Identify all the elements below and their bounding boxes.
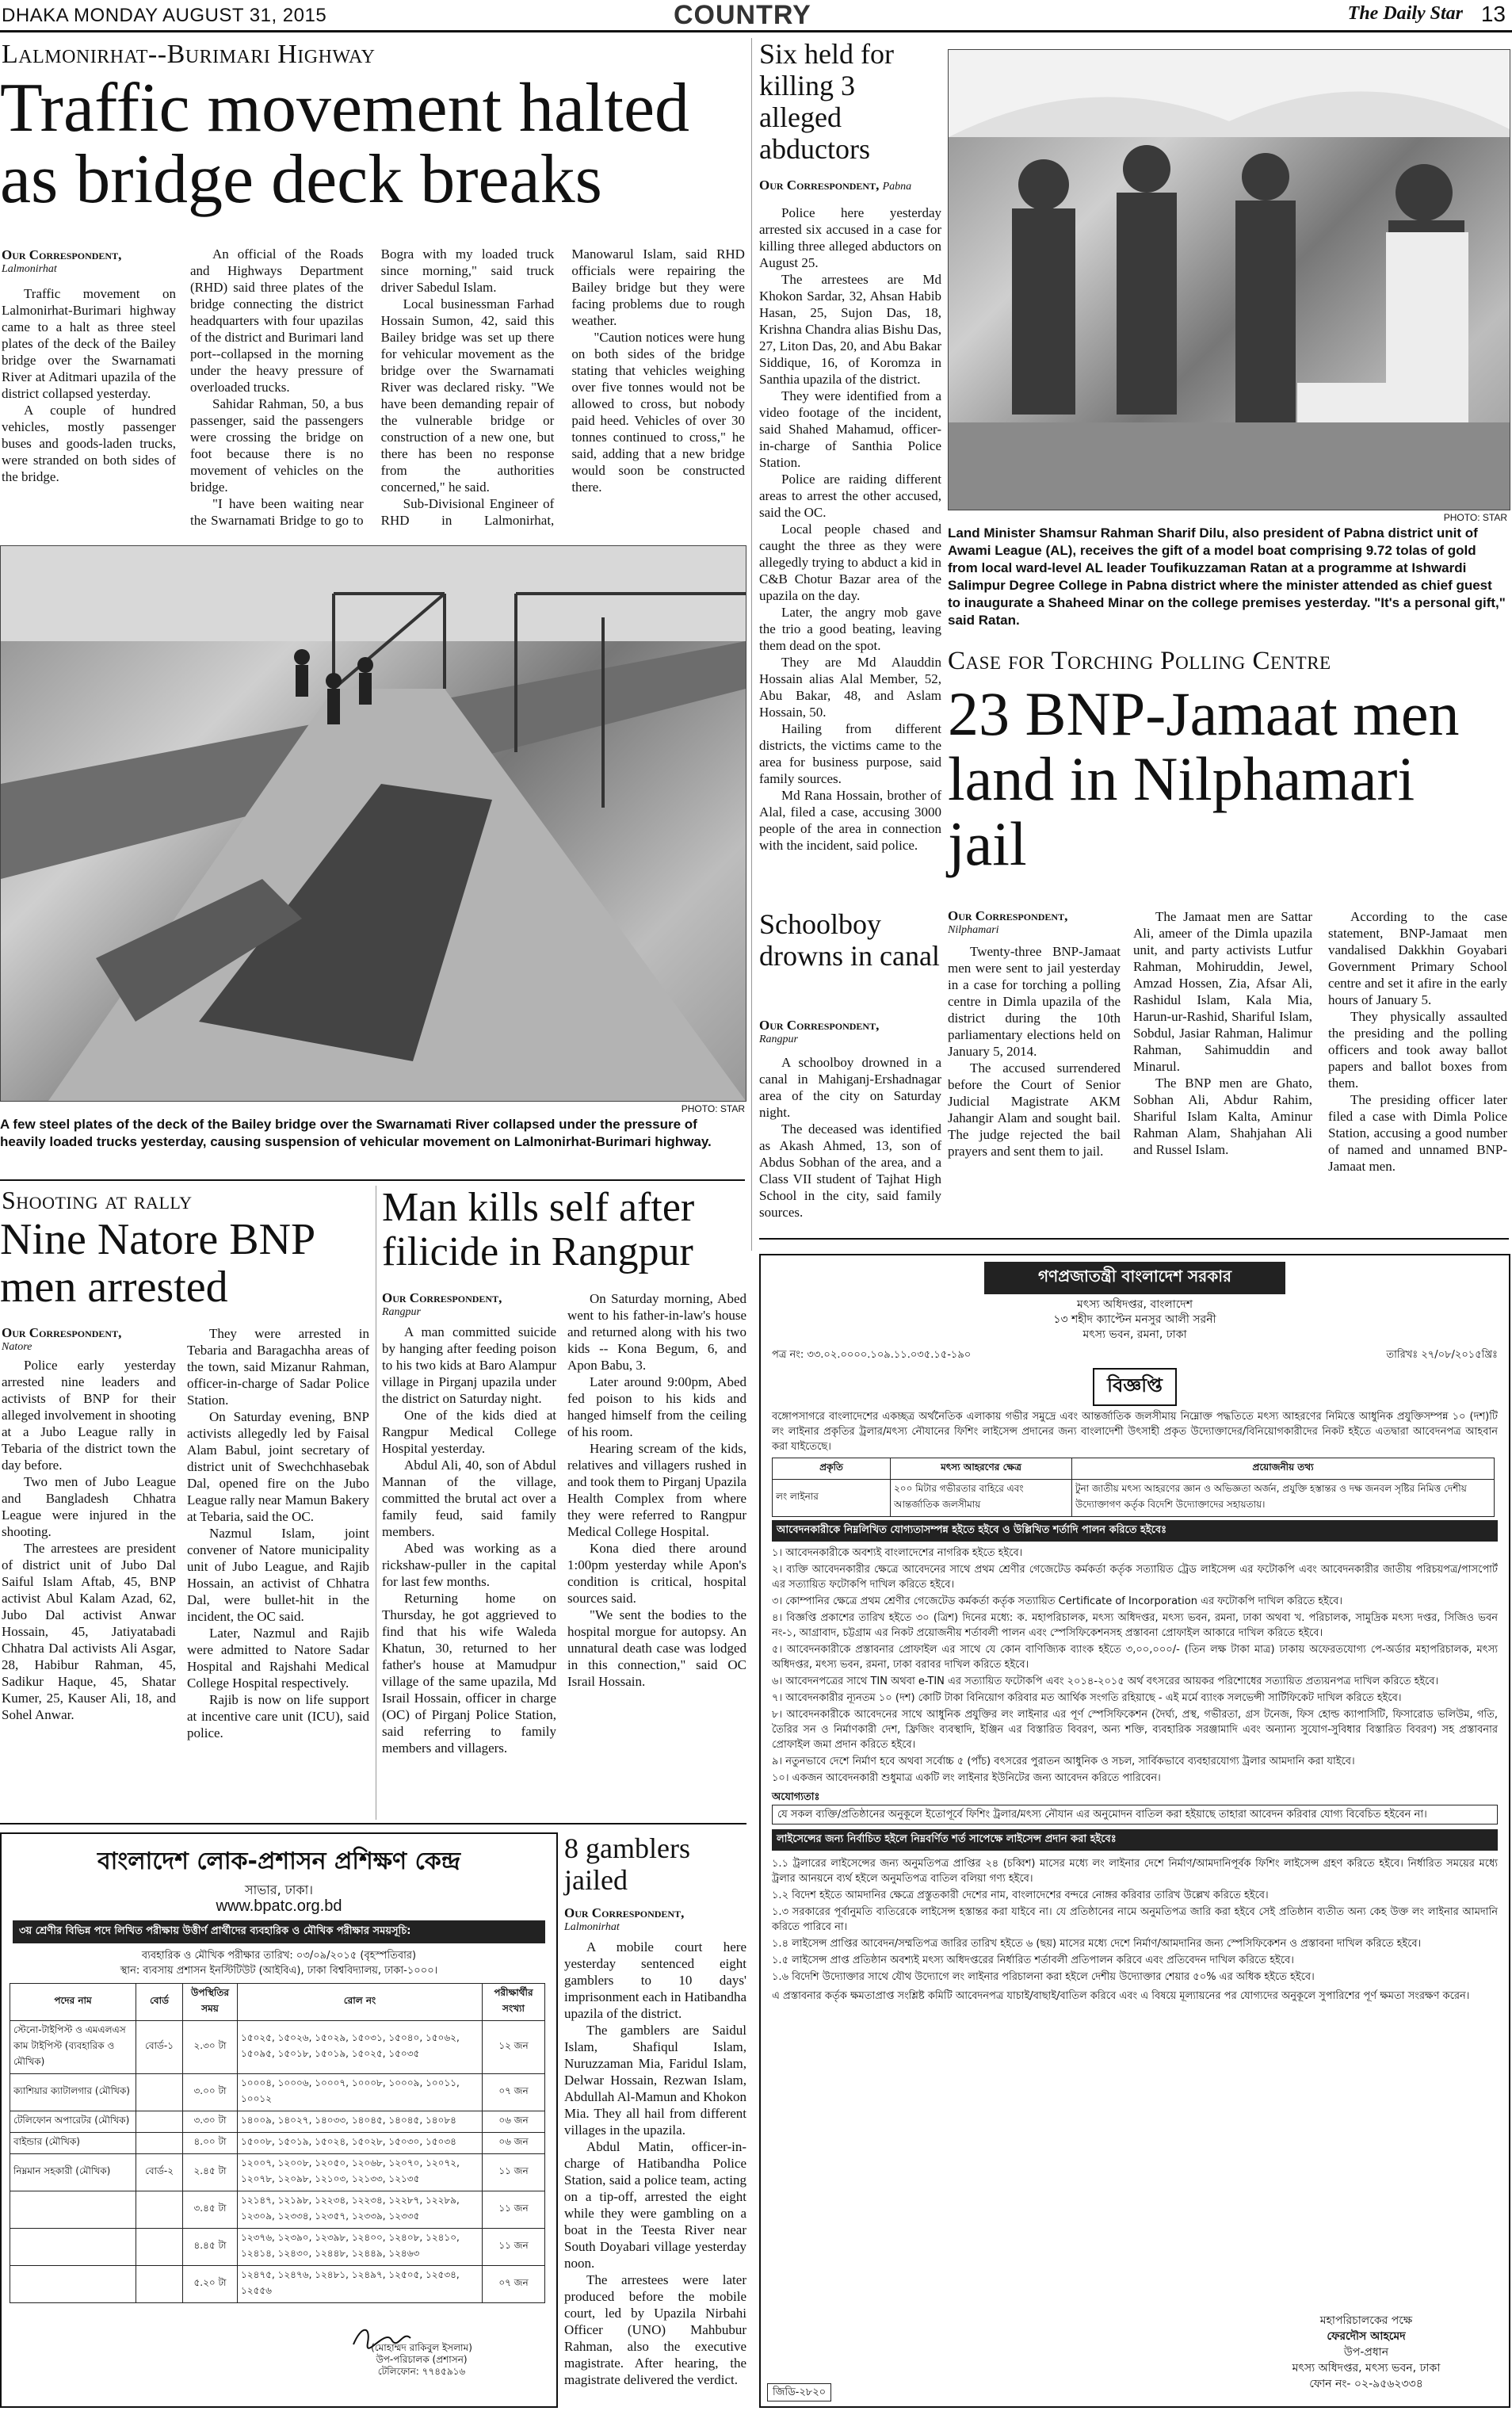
fisheries-section1: আবেদনকারীকে নিম্নলিখিত যোগ্যতাসম্পন্ন হইতে হইবে ও উল্লিখিত শর্তাদি পালন করিতে হইবেঃ <box>772 1520 1498 1542</box>
story3-headline: 23 BNP-Jamaat men land in Nilphamari jail <box>948 679 1460 878</box>
bpatc-cell-board: বোর্ড-২ <box>136 2154 183 2191</box>
story5-col1 <box>2 1357 176 1817</box>
fisheries-sign-addr: মৎস্য অধিদপ্তর, মৎস্য ভবন, ঢাকা <box>1292 2362 1441 2375</box>
story6-p2: One of the kids died at Rangpur Medical College Hospital yesterday. <box>382 1408 556 1456</box>
story2-p6: Later, the angry mob gave the trio a good beating, leaving them dead on the spot. <box>759 605 941 653</box>
fisheries-condition: ১.১ ট্রলারের লাইসেন্সের জন্য অনুমতিপত্র প্রাপ্তির ২৪ (চব্বিশ) মাসের মধ্যে লং লাইনার দেশে নির্মাণ/আমদানিপূর্বক ফিশিং লাইসেন্স গ্রহণ করিতে হইবে। নির্ধারিত সময়ের মধ্যে ট্রলার আনয়নে ব্যর্থ হইলে অনুমতিপত্র বাতিল বলিয়া গণ্য হইবে। <box>772 1858 1498 1885</box>
bpatc-cell-time: ৪.৪৫ টা <box>183 2229 238 2266</box>
fisheries-title-wrap <box>761 1368 1509 1406</box>
fisheries-govt: গণপ্রজাতন্ত্রী বাংলাদেশ সরকার <box>984 1262 1285 1294</box>
fisheries-closing: এ প্রস্তাবনার কর্তৃক ক্ষমতাপ্রাপ্ত সংশ্লিষ্ট কমিটি আবেদনপত্র যাচাই/বাছাই/বাতিল করিবে এবং এ বিষয়ে মূল্যায়নের পর যোগ্যদের অনুকূলে সুপারিশের পূর্ণ ক্ষমতা সংরক্ষণ করেন। <box>772 1990 1470 2002</box>
bpatc-cell-post: ক্যাশিয়ার ক্যাটালগার (মৌখিক) <box>10 2074 136 2111</box>
story3-cols <box>1133 908 1507 1233</box>
minister-photo-art <box>949 50 1510 510</box>
story1-p3: An official of the Roads and Highways Department (RHD) said three plates of the bridge connecting the district headquarters with four upazilas of the district and Burimari land port--collapsed in the morning under the heavy pressure of overloaded trucks. <box>190 246 364 395</box>
story3-p1: Twenty-three BNP-Jamaat men were sent to jail yesterday in a case for torching a polling centre in Dimla upazila of the district during the 10th parliamentary elections held on January 5, 2014. <box>948 944 1121 1059</box>
bpatc-table-row <box>10 2133 545 2154</box>
fisheries-cell2: ২০০ মিটার গভীরতার বাহিরে এবং আন্তর্জাতিক জলসীমায় <box>891 1480 1072 1517</box>
story4-p1: A schoolboy drowned in a canal in Mahiganj-Ershadnagar area of the city on Saturday night. <box>759 1055 941 1120</box>
fisheries-item: ৮। আবেদনকারীকে আবেদনের সাথে আধুনিক প্রযুক্তির লং লাইনার এর পূর্ণ স্পেসিফিকেশন (দৈর্ঘ্য, প্রস্থ, গভীরতা, গ্রস টনেজ, ফিস হোল্ড ক্যাপাসিটি, ফিসারোড ভলিউম, গতি, তৈরির সন ও নির্মাণকারী দেশ, ফ্রিজিং ব্যবস্থাদি, ইঞ্জিন এর বিস্তারিত বিবরণ, অন্য শক্তি, ব্যবহারিক সরঞ্জামাদি এবং অন্যান্য সুযোগ-সুবিধার বিস্তারিত বিবরণ) সহ প্রস্তাবনার প্রোফাইল জমা প্রদান করিতে হইবে। <box>772 1709 1498 1751</box>
fisheries-condition: ১.৬ বিদেশি উদ্যোক্তার সাথে যৌথ উদ্যোগে লং লাইনার পরিচালনা করা হইলে দেশীয় উদ্যোক্তার শেয়ার ৫০% এর অধিক হইতে হইবে। <box>772 1971 1315 1983</box>
story5-headline: Nine Natore BNP men arrested <box>0 1215 315 1312</box>
story6-p9: Kona died there around 1:00pm yesterday while Apon's condition is critical, hospital sources said. <box>567 1541 746 1606</box>
story4-body <box>759 1054 941 1236</box>
story6-col1 <box>382 1324 556 1815</box>
story1-p1: Traffic movement on Lalmonirhat-Burimari highway came to a halt as three steel plates of the deck of the Bailey bridge over the Swarnamati River at Aditmari upazila of the district collapsed yesterday. <box>2 286 176 401</box>
section-title: COUNTRY <box>674 0 811 30</box>
bpatc-cell-board <box>136 2191 183 2229</box>
fisheries-memo: পত্র নং: ৩৩.০২.০০০০.১০৯.১১.০৩৫.১৫-১৯০ <box>772 1349 972 1361</box>
story2-p4: Police are raiding different areas to arrest the other accused, said the OC. <box>759 472 941 520</box>
story5-p7: Later, Nazmul and Rajib were admitted to Natore Sadar Hospital and Rajshahi Medical College Hospital respectively. <box>187 1626 369 1691</box>
fisheries-sign-block <box>1247 2313 1485 2392</box>
fisheries-col3: প্রয়োজনীয় তথ্য <box>1072 1458 1495 1480</box>
bpatc-cell-count: ১১ জন <box>483 2154 545 2191</box>
fisheries-condition: ১.৫ লাইসেন্স প্রাপ্ত প্রতিষ্ঠান অবশ্যই মৎস্য অধিদপ্তরের নির্ধারিত শর্তাবলী প্রতিপালন করিবে এবং প্রতিবেদন দাখিল করিতে হইবে। <box>772 1954 1294 1966</box>
bpatc-cell-board <box>136 2133 183 2154</box>
bpatc-cell-count: ১১ জন <box>483 2229 545 2266</box>
fisheries-sign-title: উপ-প্রধান <box>1343 2346 1389 2359</box>
fisheries-condition: ১.৪ লাইসেন্স প্রাপ্তির আবেদন/সম্মতিপত্র জারির তারিখ হইতে ৬ (ছয়) মাসের মধ্যে দেশে নির্মাণ/আমদানির জন্য স্পেসিফিকেশন ও প্রস্তাবনা দাখিল করিতে হইবে। <box>772 1938 1422 1950</box>
story7-place: Lalmonirhat <box>564 1921 620 1933</box>
bpatc-table <box>10 1983 545 2303</box>
story6-p5: Returning home on Thursday, he got aggrieved to find that his wife Waleda Khatun, 30, returned to her father's house at Mamudpur village of the same upazila, Md Israil Hossain, officer in charge (OC) of Pirganj Police Station, said referring to family members and villagers. <box>382 1591 556 1756</box>
bpatc-cell-count: ০৬ জন <box>483 2111 545 2133</box>
rule-left-1 <box>0 1179 745 1181</box>
story5-col2 <box>187 1325 369 1817</box>
bpatc-cell-rolls: ১২১৪৭, ১২১৯৮, ১২২৩৪, ১২২৩৪, ১২২৮৭, ১২২৮৯, ১২৩০৯, ১২৩৩৪, ১২৩৫৭, ১২৩৩৯, ১২৩৩৫ <box>238 2191 483 2229</box>
fisheries-ayogyata-head: অযোগ্যতাঃ <box>772 1791 820 1803</box>
story1-place: Lalmonirhat <box>2 263 57 275</box>
bpatc-website[interactable]: www.bpatc.org.bd <box>216 1897 342 1915</box>
bpatc-cell-time: ৩.০০ টা <box>183 2074 238 2111</box>
fisheries-item: ৯। নতুনভাবে দেশে নির্মাণ হবে অথবা সর্বোচ্চ ৫ (পাঁচ) বৎসরের পুরাতন আধুনিক ও সচল, সার্বিকভাবে ব্যবহারযোগ্য ট্রলার আমদানি করা যাইবে। <box>772 1756 1355 1767</box>
bpatc-table-row <box>10 2154 545 2191</box>
bpatc-sign-phone: টেলিফোন: ৭৭৪৫৯১৬ <box>377 2366 466 2377</box>
story6-headline: Man kills self after filicide in Rangpur <box>382 1185 695 1274</box>
story5-p4: They were arrested in Tebaria and Baragachha areas of the town, said Mizanur Rahman, officer-in-charge of Sadar Police Station. <box>187 1326 369 1408</box>
story3-p2: The accused surrendered before the Court of Senior Judicial Magistrate AKM Jahangir Alam and sought bail. The judge rejected the bail prayers and sent them to jail. <box>948 1060 1121 1159</box>
story7-body <box>564 1939 746 2406</box>
page-number: 13 <box>1480 2 1506 26</box>
story5-byline-text: Our Correspondent, <box>2 1325 122 1340</box>
story5-p2: Two men of Jubo League and Bangladesh Chhatra League were injured in the shooting. <box>2 1474 176 1539</box>
story3-p5: According to the case statement, BNP-Jamaat men vandalised Dakkhin Goyabari Government Primary School centre and set it afire in the early hours of January 5. <box>1328 909 1507 1007</box>
dateline: DHAKA MONDAY AUGUST 31, 2015 <box>2 5 327 26</box>
bpatc-cell-board <box>136 2111 183 2133</box>
bpatc-cell-count: ০৭ জন <box>483 2074 545 2111</box>
fisheries-item: ১০। একজন আবেদনকারী শুধুমাত্র একটি লং লাইনার ইউনিটের জন্য আবেদন করিতে পারিবেন। <box>772 1772 1161 1784</box>
bpatc-info1: ব্যবহারিক ও মৌখিক পরীক্ষার তারিখ: ০৩/০৯/২০১৫ (বৃহস্পতিবার) <box>141 1950 417 1962</box>
bpatc-cell-board <box>136 2074 183 2111</box>
fisheries-items2 <box>772 1855 1498 1985</box>
bpatc-cell-rolls: ১২৩৭৬, ১২৩৯০, ১২৩৯৮, ১২৪০০, ১২৪০৮, ১২৪১০, ১২৪১৪, ১২৪৩০, ১২৪৪৮, ১২৪৪৯, ১২৪৬৩ <box>238 2229 483 2266</box>
story4-place: Rangpur <box>759 1034 798 1045</box>
fisheries-table-header <box>773 1458 1495 1480</box>
bpatc-cell-rolls: ১৫০২৫, ১৫০২৬, ১৫০২৯, ১৫০৩১, ১৫০৪০, ১৫০৬২, ১৫০৯৫, ১৫০১৮, ১৫০১৯, ১৫০২৫, ১৫০৩৫ <box>238 2021 483 2074</box>
bpatc-cell-rolls: ১৪০০৯, ১৪০২৭, ১৪০৩৩, ১৪০৪৫, ১৪০৪৫, ১৪০৮৪ <box>238 2111 483 2133</box>
story1-byline <box>2 247 176 276</box>
bpatc-sign-title: উপ-পরিচালক (প্রশাসন) <box>376 2354 468 2365</box>
bpatc-cell-board <box>136 2229 183 2266</box>
fisheries-col2: মৎস্য আহরণের ক্ষেত্র <box>891 1458 1072 1480</box>
story6-p7: Later around 9:00pm, Abed fed poison to his kids and hanged himself from the ceiling of his room. <box>567 1374 746 1439</box>
bpatc-sign-block <box>303 2342 540 2378</box>
bpatc-cell-rolls: ১২০০৭, ১২০০৮, ১২০৫০, ১২০৬৮, ১২০৭০, ১২০৭২, ১২০৭৮, ১২০৯৮, ১২১০৩, ১২১৩৩, ১২১৩৫ <box>238 2154 483 2191</box>
bpatc-table-row <box>10 2111 545 2133</box>
fisheries-dept: মৎস্য অধিদপ্তর, বাংলাদেশ <box>1076 1298 1193 1311</box>
story2-p8: Hailing from different districts, the victims came to the area for business purpose, said family sources. <box>759 721 941 786</box>
story1-p2: A couple of hundred vehicles, mostly passenger buses and goods-laden trucks, were stranded on both sides of the bridge. <box>2 403 176 484</box>
fisheries-title: বিজ্ঞপ্তি <box>1093 1368 1177 1406</box>
fisheries-item: ৬। আবেদনপত্রের সাথে TIN অথবা e-TIN এর সত্যায়িত ফটোকপি এবং ২০১৪-২০১৫ অর্থ বৎসরের আয়কর পরিশোধের সত্যায়িত প্রত্যয়নপত্র দাখিল করিতে হইবে। <box>772 1675 1439 1687</box>
rule-right-1 <box>759 1238 1509 1240</box>
story7-byline <box>564 1905 746 1934</box>
fisheries-item: ৫। আবেদনকারীকে প্রস্তাবনার প্রোফাইল এর সাথে যে কোন বাণিজ্যিক ব্যাংক হইতে ৩,০০,০০০/- (তিন লক্ষ টাকা মাত্র) ঢাকায় অফেরতযোগ্য পে-অর্ডার মহাপরিচালক, মৎস্য অধিদপ্তর, মৎস্য ভবন, রমনা, ঢাকা বরাবর দাখিল করিতে হইবে। <box>772 1644 1498 1671</box>
bpatc-table-row <box>10 2266 545 2303</box>
fisheries-ayogyata: যে সকল ব্যক্তি/প্রতিষ্ঠানের অনুকূলে ইতোপূর্বে ফিশিং ট্রলার/মৎস্য নৌযান এর অনুমোদন বাতিল করা হইয়াছে তাহারা আবেদন করিবার যোগ্য বিবেচিত হইবেন না। <box>772 1805 1498 1824</box>
minister-photo <box>948 49 1510 510</box>
fisheries-items <box>772 1545 1498 1786</box>
story7-byline-text: Our Correspondent, <box>564 1905 685 1920</box>
story4-byline-text: Our Correspondent, <box>759 1018 880 1033</box>
bpatc-cell-count: ১১ জন <box>483 2191 545 2229</box>
bpatc-cell-rolls: ১০০০৪, ১০০০৬, ১০০০৭, ১০০০৮, ১০০০৯, ১০০১১, ১০০১২ <box>238 2074 483 2111</box>
bpatc-sign-name: (মোহাম্মদ রাকিবুল ইসলাম) <box>371 2342 472 2353</box>
story2-p1: Police here yesterday arrested six accused in a case for killing three alleged abductors on August 25. <box>759 205 941 270</box>
fisheries-item: ২। ব্যক্তি আবেদনকারীর ক্ষেত্রে আবেদনের সাথে প্রথম শ্রেণীর গেজেটেড কর্মকর্তা কর্তৃক সত্যায়িত ট্রেড লাইসেন্স এর ফটোকপি এবং আবেদনকারীর জাতীয় পরিচয়পত্র/পাসপোর্ট এর সত্যায়িত ফটোকপি দাখিল করিতে হইবে। <box>772 1564 1498 1591</box>
column-rule <box>751 38 752 1251</box>
story4-p2: The deceased was identified as Akash Ahmed, 13, son of Abdus Sobhan of the area, and a Class VII student of Tajhat High School in the city, said family sources. <box>759 1121 941 1220</box>
fisheries-sign1: মহাপরিচালকের পক্ষে <box>1319 2314 1413 2327</box>
bpatc-cell-time: ৩.৪৫ টা <box>183 2191 238 2229</box>
story2-p9: Md Rana Hossain, brother of Alal, filed a case, accusing 3000 people of the area in connection with the incident, said police. <box>759 788 941 853</box>
story3-byline-text: Our Correspondent, <box>948 908 1068 923</box>
fisheries-section2: লাইসেন্সের জন্য নির্বাচিত হইলে নিম্নবর্ণিত শর্ত সাপেক্ষে লাইসেন্স প্রদান করা হইবেঃ <box>772 1829 1498 1851</box>
fisheries-cell3: টুনা জাতীয় মৎস্য আহরণের জ্ঞান ও অভিজ্ঞতা অর্জন, প্রযুক্তি হস্তান্তর ও দক্ষ জনবল সৃষ্টির নিমিত্ত দেশীয় উদ্যোক্তাগণ কর্তৃক বিদেশি উদ্যোক্তাদের সহায়তায়। <box>1072 1480 1495 1517</box>
story2-body <box>759 204 941 902</box>
header-rule <box>0 30 1512 32</box>
bpatc-table-row <box>10 2074 545 2111</box>
story7-headline: 8 gamblers jailed <box>564 1832 690 1896</box>
story1-cols <box>190 246 745 539</box>
fisheries-item: ৩। কোম্পানির ক্ষেত্রে প্রথম শ্রেণীর গেজেটেড কর্মকর্তা কর্তৃক সত্যায়িত Certificate of Incorporation এর ফটোকপি দাখিল করিতে হইবে। <box>772 1595 1343 1607</box>
bpatc-cell-count: ০৬ জন <box>483 2133 545 2154</box>
bpatc-table-row <box>10 2229 545 2266</box>
rule-left-2 <box>0 1823 746 1824</box>
bpatc-info2: স্থান: ব্যবসায় প্রশাসন ইনস্টিটিউট (আইবিএ), ঢাকা বিশ্ববিদ্যালয়, ঢাকা-১০০০। <box>120 1965 438 1977</box>
bpatc-cell-post: বাইন্ডার (মৌখিক) <box>10 2133 136 2154</box>
story5-p3: The arrestees are president of district unit of Jubo Dal Saiful Islam Aftab, 45, BNP activist Abul Kalam Azad, 62, Jubo Dal activist Anwar Hossain, 45, Jatiyatabadi Chhatra Dal activists Ali Asgar, 28, Habibur Rahman, 45, Sadikur Haque, 45, Shatar Kumer, 25, Kauser Ali, 18, and Sohel Anwar. <box>2 1541 176 1722</box>
story2-p2: The arrestees are Md Khokon Sardar, 32, Ahsan Habib Hasan, 25, Sujon Das, 18, Krishna Chandra alias Bishu Das, 27, Liton Das, 20, and Abu Bakar Siddique, 16, of Koromza in Santhia upazila of the district. <box>759 272 941 387</box>
bridge-photo <box>0 545 746 1102</box>
story1-byline-text: Our Correspondent, <box>2 247 122 262</box>
story2-place: Pabna <box>882 181 912 193</box>
story6-p3: Abdul Ali, 40, son of Abdul Mannan of the village, committed the brutal act over a family feud, said family members. <box>382 1458 556 1539</box>
story2-headline: Six held for killing 3 alleged abductors <box>759 38 894 165</box>
story6-p1: A man committed suicide by hanging after feeding poison to his two kids at Baro Alampur village in Pirganj upazila under the district on Saturday night. <box>382 1324 556 1406</box>
story3-place: Nilphamari <box>948 924 999 936</box>
bpatc-cell-time: ২.৪৫ টা <box>183 2154 238 2191</box>
bpatc-cell-post <box>10 2229 136 2266</box>
story2-p5: Local people chased and caught the three as they were allegedly trying to abduct a kid in C&B Chotur Bazar area of the upazila on the day. <box>759 522 941 603</box>
story1-caption: A few steel plates of the deck of the Bailey bridge over the Swarnamati River collapsed under the pressure of heavily loaded trucks yesterday, causing suspension of vehicular movement on Lalmonirhat-Burimari highway. <box>0 1117 712 1149</box>
fisheries-sign-name: ফেরদৌস আহমেদ <box>1327 2330 1406 2343</box>
bridge-photo-art <box>1 546 746 1101</box>
story6-p4: Abed was working as a rickshaw-puller in the capital for last few months. <box>382 1541 556 1589</box>
photo2-caption: Land Minister Shamsur Rahman Sharif Dilu, also president of Pabna district unit of Awami League (AL), receives the gift of a model boat comprising 9.72 tolas of gold from local ward-level AL leader Toufikuzzaman Ratan at a programme at Ishwardi Salimpur Degree College in Pabna district where the minister attended as chief guest to inaugurate a Shaheed Minar on the college premises yesterday. "It's a personal gift," said Ratan. <box>948 525 1506 628</box>
bpatc-cell-post: নিম্নমান সহকারী (মৌখিক) <box>10 2154 136 2191</box>
story2-p3: They were identified from a video footage of the incident, said Shahed Mahamud, officer-in-charge of Santhia Police Station. <box>759 388 941 470</box>
story1-photo-credit: PHOTO: STAR <box>681 1103 745 1114</box>
story5-place: Natore <box>2 1341 32 1353</box>
bpatc-table-body <box>10 2021 545 2303</box>
story6-p8: Hearing scream of the kids, relatives and villagers rushed in and took them to Pirganj Upazila Health Complex from where they were referred to Rangpur Medical College Hospital. <box>567 1441 746 1539</box>
fisheries-col1: প্রকৃতি <box>773 1458 891 1480</box>
story1-kicker: Lalmonirhat--Burimari Highway <box>2 40 376 69</box>
fisheries-sign-phone: ফোন নং- ০২-৯৫৬২৩৩৪ <box>1309 2378 1423 2390</box>
story6-byline-text: Our Correspondent, <box>382 1290 502 1305</box>
story6-p6: On Saturday morning, Abed went to his father-in-law's house and returned along with his two kids -- Kona Begum, 6, and Apon Babu, 3. <box>567 1291 746 1373</box>
story6-p10: "We sent the bodies to the hospital morgue for autopsy. An unnatural death case was lodged in this connection," said OC Israil Hossain. <box>567 1607 746 1689</box>
story5-p6: Nazmul Islam, joint convener of Natore municipality unit of Jubo League, and Rajib Hossain, an activist of Chhatra Dal, were bullet-hit in the incident, the OC said. <box>187 1526 369 1624</box>
bpatc-cell-rolls: ১৫০০৮, ১৫০১৯, ১৫০২৪, ১৫০২৮, ১৫০৩০, ১৫০৩৪ <box>238 2133 483 2154</box>
story3-byline <box>948 908 1121 937</box>
story3-p7: The presiding officer later filed a case with Dimla Police Station, accusing a good number of named and unnamed BNP-Jamaat men. <box>1328 1092 1507 1174</box>
story2-byline-text: Our Correspondent, <box>759 178 880 193</box>
bpatc-cell-board <box>136 2266 183 2303</box>
story6-byline <box>382 1290 556 1319</box>
story7-p1: A mobile court here yesterday sentenced eight gamblers to 10 days' imprisonment each in Hatibandha upazila of the district. <box>564 1939 746 2021</box>
story6-col2 <box>567 1290 746 1815</box>
fisheries-cell1: লং লাইনার <box>773 1480 891 1517</box>
story3-p6: They physically assaulted the presiding and the polling officers and took away ballot papers and ballot boxes from them. <box>1328 1009 1507 1091</box>
story7-p4: The arrestees were later produced before the mobile court, led by Upazila Nirbahi Officer (UNO) Mahbubur Rahman, also the executive magistrate. After hearing, the magistrate delivered the verdict. <box>564 2272 746 2387</box>
fisheries-intro: বঙ্গোপসাগরে বাংলাদেশের একচ্ছত্র অর্থনৈতিক এলাকায় গভীর সমুদ্রে এবং আন্তর্জাতিক জলসীমায় নিম্নোক্ত পদ্ধতিতে মৎস্য আহরণের নিমিত্তে আধুনিক প্রযুক্তিসম্পন্ন ১০ (দশ)টি লং লাইনার প্রকৃতির ট্রলার/মৎস্য নৌযানের ফিশিং লাইসেন্স প্রদানের জন্য বাংলাদেশী উৎসাহী প্রকৃত উদ্যোক্তাদের/বিনিয়োগকারীদের নিকট হইতে এতদ্বারা আবেদনপত্র আহবান করা যাইতেছে। <box>772 1411 1498 1453</box>
story7-p2: The gamblers are Saidul Islam, Shafiqul Islam, Nuruzzaman Mia, Faridul Islam, Delwar Hossain, Rezwan Islam, Abdullah Al-Mamun and Khokon Mia. They all hail from different villages in the upazila. <box>564 2023 746 2138</box>
fisheries-address2: মৎস্য ভবন, রমনা, ঢাকা <box>1082 1328 1187 1341</box>
story3-col1 <box>948 943 1121 1228</box>
bpatc-cell-post <box>10 2266 136 2303</box>
story1-p7: Sub-Divisional Engineer of RHD in Lalmonirhat, Manowarul Islam, said RHD officials were repairing the Bailey bridge but they were facing problems due to rough weather. <box>380 246 745 528</box>
story7-p3: Abdul Matin, officer-in-charge of Hatibandha Police Station, said a police team, acting on a tip-off, arrested the eight while they were gambling on a boat in the Teesta River near South Doyabari village yesterday noon. <box>564 2139 746 2271</box>
bpatc-cell-board: বোর্ড-১ <box>136 2021 183 2074</box>
bpatc-cell-rolls: ১২৪৭৫, ১২৪৭৬, ১২৪৮১, ১২৪৯৭, ১২৫০৫, ১২৫৩৪, ১২৫৫৬ <box>238 2266 483 2303</box>
bpatc-col-board: বোর্ড <box>136 1984 183 2021</box>
story1-p6: Local businessman Farhad Hossain Sumon, 42, said this Bailey bridge was set up there for vehicular movement as the bridge over the Swarnamati River was declared risky. "We have been demanding repair of the vulnerable bridge or construction of a new one, but there has been no response from the authorities concerned," he said. <box>380 296 555 495</box>
fisheries-ref: জিডি-২৮২০ <box>767 2383 831 2401</box>
fisheries-item: ৭। আবেদনকারীর ন্যূনতম ১০ (দশ) কোটি টাকা বিনিয়োগ করিবার মত আর্থিক সংগতি রহিয়াছে - এই মর্মে ব্যাংক সলভেন্সী সার্টিফিকেট দাখিল করিতে হইবে। <box>772 1692 1402 1704</box>
story5-p8: Rajib is now on life support at incentive care unit (ICU), said police. <box>187 1692 369 1740</box>
story4-byline <box>759 1018 941 1046</box>
fisheries-date: তারিখঃ ২৭/০৮/২০১৫খ্রিঃ <box>1386 1349 1498 1361</box>
fisheries-item: ১। আবেদনকারীকে অবশ্যই বাংলাদেশের নাগরিক হইতে হইবে। <box>772 1547 1023 1559</box>
bpatc-col-count: পরীক্ষার্থীর সংখ্যা <box>483 1984 545 2021</box>
fisheries-condition: ১.৩ সরকারের পূর্বানুমতি ব্যতিরেকে লাইসেন্স হস্তান্তর করা যাইবে না। যে প্রতিষ্ঠানের নামে অনুমতিপত্র জারি করা হইবে সেই প্রতিষ্ঠান ব্যতীত অন্য কেহ উক্ত লং লাইনার আমদানি করিতে পারিবে না। <box>772 1906 1498 1933</box>
story3-p4: The BNP men are Ghato, Sobhan Ali, Abdur Rahim, Shariful Islam Kalta, Aminur Rahman Alam, Shahjahan Ali and Russel Islam. <box>1133 1076 1312 1157</box>
bpatc-col-rolls: রোল নং <box>238 1984 483 2021</box>
bpatc-table-row <box>10 2021 545 2074</box>
bpatc-title: বাংলাদেশ লোক-প্রশাসন প্রশিক্ষণ কেন্দ্র <box>97 1847 461 1875</box>
story3-kicker: Case for Torching Polling Centre <box>948 647 1331 675</box>
bpatc-cell-post: স্টেনো-টাইপিস্ট ও এমএলএস কাম টাইপিস্ট (ব্যবহারিক ও মৌখিক) <box>10 2021 136 2074</box>
story5-kicker: Shooting at rally <box>2 1186 193 1214</box>
bpatc-table-row <box>10 2191 545 2229</box>
story1-p8: "Caution notices were hung on both sides of the bridge stating that vehicles weighing over five tonnes would not be allowed to cross, but nobody paid heed. Vehicles of over 30 tonnes continued to cross," he said, adding that a new bridge would soon be constructed there. <box>571 330 745 495</box>
bpatc-heading: ৩য় শ্রেণীর বিভিন্ন পদে লিখিত পরীক্ষায় উত্তীর্ণ প্রার্থীদের ব্যবহারিক ও মৌখিক পরীক্ষার সময়সূচি: <box>13 1920 545 1943</box>
bpatc-col-post: পদের নাম <box>10 1984 136 2021</box>
bpatc-col-time: উপস্থিতির সময় <box>183 1984 238 2021</box>
story1-p5: "I have been waiting near the Swarnamati Bridge to go to Bogra with my loaded truck since morning," said truck driver Sabedul Islam. <box>190 246 555 528</box>
bpatc-cell-count: ১২ জন <box>483 2021 545 2074</box>
bpatc-cell-time: ৫.২০ টা <box>183 2266 238 2303</box>
story5-p1: Police early yesterday arrested nine leaders and activists of BNP for their alleged involvement in shooting at a Jubo League rally in Tebaria of the district town the day before. <box>2 1358 176 1473</box>
story1-headline: Traffic movement halted as bridge deck breaks <box>0 70 690 218</box>
fisheries-address1: ১৩ শহীদ ক্যাপ্টেন মনসুর আলী সরনী <box>1053 1313 1216 1326</box>
fisheries-item: ৪। বিজ্ঞপ্তি প্রকাশের তারিখ হইতে ৩০ (ত্রিশ) দিনের মধ্যে: ক. মহাপরিচালক, মৎস্য অধিদপ্তর, মৎস্য ভবন, রমনা, ঢাকা অথবা খ. পরিচালক, সামুদ্রিক মৎস্য দপ্তর, সিজিও ভবন নং-১, আগ্রাবাদ, চট্টগ্রাম এর নিকট প্রয়োজনীয় শর্তাবলী পালন এবং স্পেসিফিকেশনসহ প্রস্তাবনা প্রোফাইল আকারে দাখিল করিতে হইবে। <box>772 1612 1498 1639</box>
bpatc-cell-post: টেলিফোন অপারেটর (মৌখিক) <box>10 2111 136 2133</box>
fisheries-memo-row <box>772 1347 1498 1365</box>
story5-byline <box>2 1325 176 1354</box>
bpatc-cell-time: ২.৩০ টা <box>183 2021 238 2074</box>
story4-headline: Schoolboy drowns in canal <box>759 908 940 972</box>
story5-p5: On Saturday evening, BNP activists allegedly led by Faisal Alam Babul, joint secretary of district unit of Swechchhasebak Dal, opened fire on the Jubo League rally near Mamun Bakery at Tebaria, said the OC. <box>187 1409 369 1524</box>
story1-col1 <box>2 285 176 539</box>
bpatc-cell-time: ৩.৩০ টা <box>183 2111 238 2133</box>
masthead: The Daily Star <box>1347 3 1463 24</box>
fisheries-notice <box>759 1254 1510 2408</box>
story6-place: Rangpur <box>382 1306 421 1318</box>
story2-p7: They are Md Alauddin Hossain alias Alal Member, 52, Abu Bakar, 48, and Aslam Hossain, 50. <box>759 655 941 720</box>
bpatc-cell-count: ০৭ জন <box>483 2266 545 2303</box>
bpatc-table-header <box>10 1984 545 2021</box>
fisheries-condition: ১.২ বিদেশ হইতে আমদানির ক্ষেত্রে প্রস্তুতকারী দেশের নাম, বাংলাদেশের বন্দরে নোঙ্গর করিবার তারিখ উল্লেখ করিতে হইবে। <box>772 1889 1269 1901</box>
bpatc-cell-time: ৪.০০ টা <box>183 2133 238 2154</box>
bpatc-notice <box>0 1832 558 2408</box>
bpatc-subtitle: সাভার, ঢাকা। <box>245 1882 313 1897</box>
fisheries-table <box>772 1458 1495 1517</box>
story2-byline <box>759 178 941 193</box>
story1-p4: Sahidar Rahman, 50, a bus passenger, said the passengers were crossing the bridge on foot because there is no movement of vehicles on the bridge. <box>190 396 364 495</box>
photo2-credit: PHOTO: STAR <box>1443 512 1507 523</box>
fisheries-table-row <box>773 1480 1495 1517</box>
story3-p3: The Jamaat men are Sattar Ali, ameer of the Dimla upazila unit, and party activists Lutfur Rahman, Mohiruddin, Jewel, Amzad Hossen, Zia, Afsar Ali, Rashidul Islam, Kala Mia, Harun-ur-Rashid, Shariful Islam, Sobdul, Jasiar Rahman, Halimur Rahman, Sahimuddin and Minarul. <box>1133 909 1312 1074</box>
bpatc-cell-post <box>10 2191 136 2229</box>
